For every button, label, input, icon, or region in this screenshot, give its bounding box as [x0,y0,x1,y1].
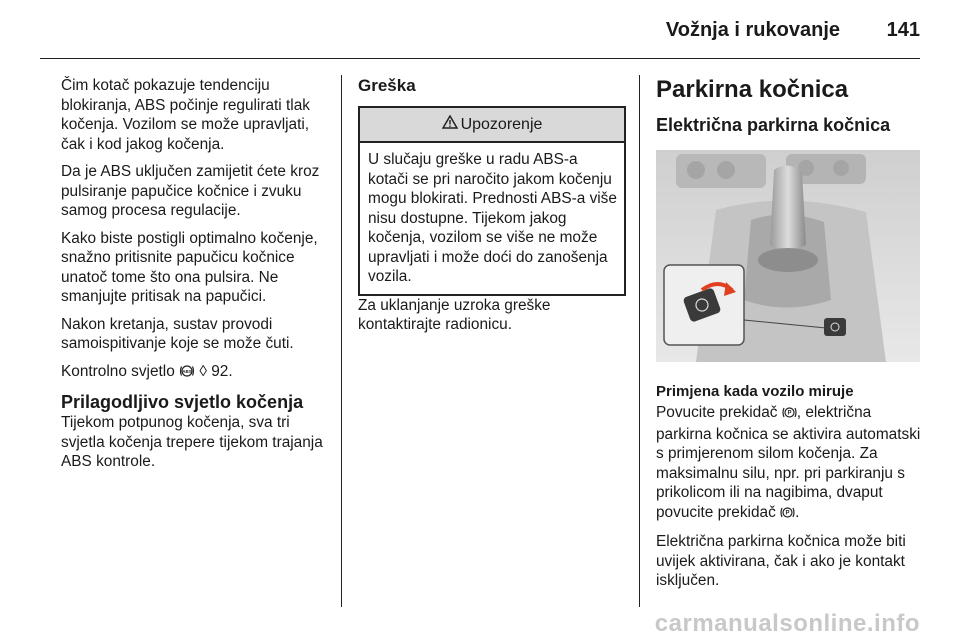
warning-title: Upozorenje [460,115,543,133]
paragraph-abs-3: Kako biste postigli optimalno kočenje, snažno pritisnite papučicu kočnice unatoč tome što ona pulsira. Ne smanjujte pritisak na papučici. [61,229,318,305]
warning-light-label: Kontrolno svjetlo [61,362,175,380]
paragraph-warning-light [61,362,331,384]
warning-box [358,106,626,296]
parking-brake-switch-icon-2 [780,505,795,525]
watermark: carmanualsonline.info [654,610,920,637]
paragraph-apply-brake [656,403,922,524]
svg-text:P: P [787,410,792,417]
heading-fault: Greška [358,76,416,95]
heading-apply-stationary: Primjena kada vozilo miruje [656,383,854,400]
paragraph-abs-1: Čim kotač pokazuje tendenciju blokiranja, ABS počinje regulirati tlak kočenja. Vozilom se može upravljati, čak i kod jakog kočenja. [61,77,310,153]
column-divider-1 [341,75,342,607]
header-title: Vožnja i rukovanje [665,19,840,41]
apply-text-a: Povucite prekidač [656,404,778,421]
svg-text:ABS: ABS [182,368,192,374]
page-header [0,0,960,60]
svg-text:P: P [785,510,790,517]
page-number: 141 [886,19,920,41]
parking-brake-switch-icon [782,405,797,425]
page-ref-arrow-icon: ◊ [199,362,207,380]
page-ref-link[interactable]: 92. [211,362,233,380]
column-middle [358,76,626,343]
electric-parking-brake-photo [656,150,920,362]
heading-parking-brake: Parkirna kočnica [656,76,849,103]
warning-header [360,108,624,143]
header-rule [40,58,920,59]
paragraph-abs-4: Nakon kretanja, sustav provodi samoispitivanje koje se može čuti. [61,315,294,352]
heading-adaptive-brake-light: Prilagodljivo svjetlo kočenja [61,392,304,412]
paragraph-always-activated: Električna parkirna kočnica može biti uvijek aktivirana, čak i ako je kontakt isključen. [656,533,906,589]
column-left [61,76,331,480]
apply-text-b: , električna parkirna kočnica se aktivira automatski s primjerenom silom kočenja. Za maksimalnu silu, npr. pri parkiranju s prikolicom ili na nagibima, dvaput povucite prekidač [656,404,921,521]
warning-text: U slučaju greške u radu ABS-a kotači se pri naročito jakom kočenju mogu blokirati. Prednosti ABS-a više nisu dostupne. Tijekom jakog kočenja, vozilom se više ne može upravljati i može doći do zanošenja vozila. [368,151,617,285]
heading-electric-parking-brake: Električna parkirna kočnica [656,115,891,135]
apply-text-c: . [795,503,800,521]
paragraph-abs-2: Da je ABS uključen zamijetit ćete kroz pulsiranje papučice kočnice i zvuku samog procesa regulacije. [61,163,320,219]
warning-triangle-icon [442,115,461,135]
paragraph-contact-workshop: Za uklanjanje uzroka greške kontaktirajte radionicu. [358,296,551,333]
abs-warning-icon [179,364,195,384]
column-divider-2 [639,75,640,607]
column-right [656,76,922,599]
paragraph-brake-light: Tijekom potpunog kočenja, sva tri svjetla kočenja trepere tijekom trajanja ABS kontrole. [61,414,323,470]
